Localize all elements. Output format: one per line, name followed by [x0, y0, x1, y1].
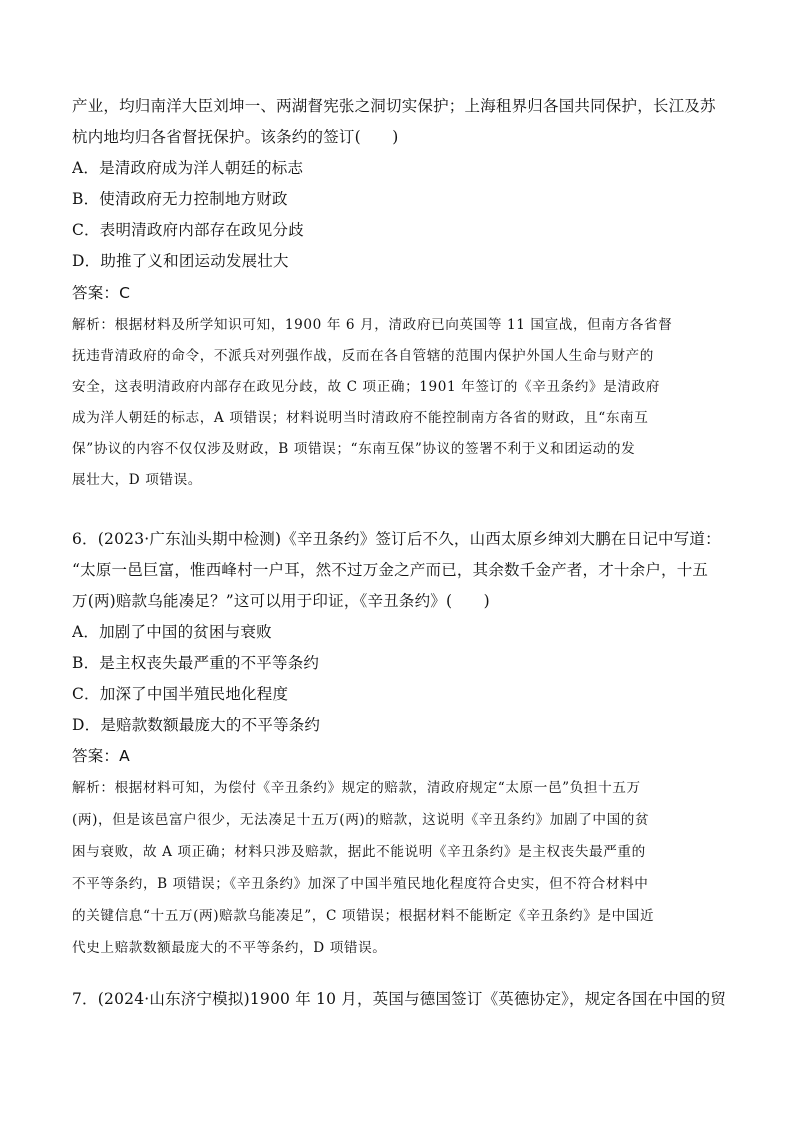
q5-option-d: D．助推了义和团运动发展壮大 [72, 252, 289, 270]
q5-stem-line-2: 杭内地均归各省督抚保护。该条约的签订( ) [72, 128, 399, 146]
q5-analysis-line-6: 展壮大，D 项错误。 [72, 472, 202, 488]
q6-analysis-line-5: 的关键信息“十五万(两)赔款乌能凑足”，C 项错误；根据材料不能断定《辛丑条约》是中国近 [72, 908, 655, 924]
q6-analysis-line-6: 代史上赔款数额最庞大的不平等条约，D 项错误。 [72, 940, 387, 956]
q6-analysis-line-3: 困与衰败，故 A 项正确；材料只涉及赔款，据此不能说明《辛丑条约》是主权丧失最严重的 [72, 844, 646, 860]
q6-option-a: A．加剧了中国的贫困与衰败 [72, 623, 272, 641]
q6-answer: 答案：A [72, 747, 130, 765]
q6-option-c: C．加深了中国半殖民地化程度 [72, 685, 289, 703]
q5-option-a: A．是清政府成为洋人朝廷的标志 [72, 159, 304, 177]
q5-answer: 答案：C [72, 284, 131, 302]
q5-analysis-line-2: 抚违背清政府的命令，不派兵对列强作战，反而在各自管辖的范围内保护外国人生命与财产的 [72, 348, 654, 364]
q5-analysis-line-5: 保”协议的内容不仅仅涉及财政，B 项错误；“东南互保”协议的签署不利于义和团运动的发 [72, 441, 636, 457]
q5-analysis-line-4: 成为洋人朝廷的标志，A 项错误；材料说明当时清政府不能控制南方各省的财政，且“东南互 [72, 410, 649, 426]
q5-stem-line-1: 产业，均归南洋大臣刘坤一、两湖督宪张之洞切实保护；上海租界归各国共同保护，长江及苏 [72, 97, 716, 115]
q5-analysis-line-3: 安全，这表明清政府内部存在政见分歧，故 C 项正确；1901 年签订的《辛丑条约》是清政府 [72, 379, 660, 395]
q5-option-b: B．使清政府无力控制地方财政 [72, 190, 288, 208]
q6-analysis-line-1: 解析：根据材料可知，为偿付《辛丑条约》规定的赔款，清政府规定“太原一邑”负担十五万 [72, 780, 641, 796]
q6-stem-line-1: 6．(2023·广东汕头期中检测)《辛丑条约》签订后不久，山西太原乡绅刘大鹏在日记中写道： [72, 530, 721, 548]
q6-option-d: D．是赔款数额最庞大的不平等条约 [72, 716, 321, 734]
q6-option-b: B．是主权丧失最严重的不平等条约 [72, 654, 320, 672]
q6-analysis-line-4: 不平等条约，B 项错误；《辛丑条约》加深了中国半殖民地化程度符合史实，但不符合材料中 [72, 876, 649, 892]
q5-analysis-line-1: 解析：根据材料及所学知识可知，1900 年 6 月，清政府已向英国等 11 国宣战，但南方各省督 [72, 317, 673, 333]
q5-option-c: C．表明清政府内部存在政见分歧 [72, 221, 304, 239]
q7-stem-line-1: 7．(2024·山东济宁模拟)1900 年 10 月，英国与德国签订《英德协定》，规定各国在中国的贸 [72, 990, 727, 1008]
q6-analysis-line-2: (两)，但是该邑富户很少，无法凑足十五万(两)的赔款，这说明《辛丑条约》加剧了中国的贫 [72, 812, 650, 828]
q6-stem-line-3: 万(两)赔款乌能凑足？”这可以用于印证，《辛丑条约》( ) [72, 592, 490, 610]
q6-stem-line-2: “太原一邑巨富，惟西峰村一户耳，然不过万金之产而已，其余数千金产者，才十余户，十五 [72, 561, 709, 579]
